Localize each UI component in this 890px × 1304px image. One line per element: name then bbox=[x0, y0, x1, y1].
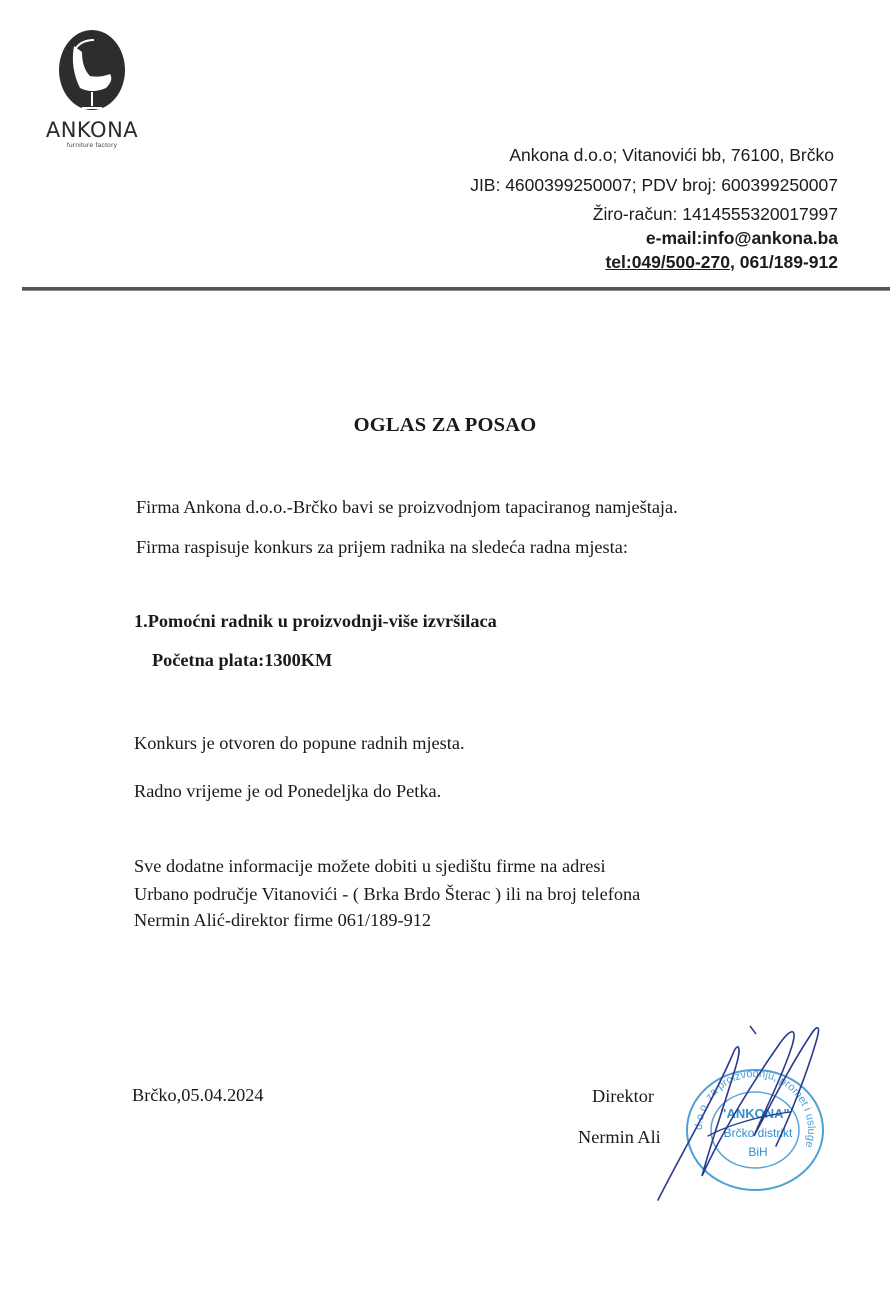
chair-icon bbox=[52, 28, 132, 120]
contact-line-1: Sve dodatne informacije možete dobiti u sjedištu firme na adresi bbox=[134, 856, 606, 876]
company-ids: JIB: 4600399250007; PDV broj: 600399250007 bbox=[470, 175, 838, 195]
note-open: Konkurs je otvoren do popune radnih mjesta. bbox=[134, 733, 465, 753]
company-address: Ankona d.o.o; Vitanovići bb, 76100, Brčko bbox=[509, 145, 834, 165]
intro-line-2: Firma raspisuje konkurs za prijem radnika na sledeća radna mjesta: bbox=[136, 537, 628, 557]
company-account: Žiro-račun: 1414555320017997 bbox=[592, 204, 838, 224]
stamp-center: "ANKONA" bbox=[720, 1106, 790, 1121]
stamp-ring-text: d.o.o. za proizvodnju, promet i usluge bbox=[692, 1067, 818, 1149]
signatory-role: Direktor bbox=[592, 1086, 654, 1106]
company-header bbox=[470, 141, 838, 275]
stamp-line-2: Brčko distrikt bbox=[723, 1126, 793, 1140]
phone-secondary: , 061/189-912 bbox=[729, 252, 838, 272]
intro-line-1: Firma Ankona d.o.o.-Brčko bavi se proizvodnjom tapaciranog namještaja. bbox=[136, 497, 678, 517]
logo-wordmark: ANKONA bbox=[45, 118, 139, 142]
contact-line-3: Nermin Alić-direktor firme 061/189-912 bbox=[134, 910, 431, 930]
signatory-name: Nermin Ali bbox=[578, 1127, 661, 1147]
company-phones bbox=[470, 251, 838, 275]
handwritten-signature bbox=[650, 1016, 830, 1206]
position-name: 1.Pomoćni radnik u proizvodnji-više izvršilaca bbox=[134, 611, 497, 631]
contact-line-2: Urbano područje Vitanovići - ( Brka Brdo Šterac ) ili na broj telefona bbox=[134, 884, 641, 904]
header-divider bbox=[22, 287, 890, 291]
page-title: OGLAS ZA POSAO bbox=[353, 414, 537, 436]
place-date: Brčko,05.04.2024 bbox=[132, 1085, 264, 1105]
phone-link[interactable]: tel:049/500-270 bbox=[605, 252, 730, 272]
stamp-line-3: BiH bbox=[748, 1145, 768, 1159]
company-logo bbox=[36, 22, 148, 152]
company-email[interactable]: e-mail:info@ankona.ba bbox=[645, 228, 838, 248]
position-salary: Početna plata:1300KM bbox=[152, 650, 333, 670]
logo-tagline: furniture factory bbox=[66, 142, 118, 149]
note-hours: Radno vrijeme je od Ponedeljka do Petka. bbox=[134, 781, 442, 801]
